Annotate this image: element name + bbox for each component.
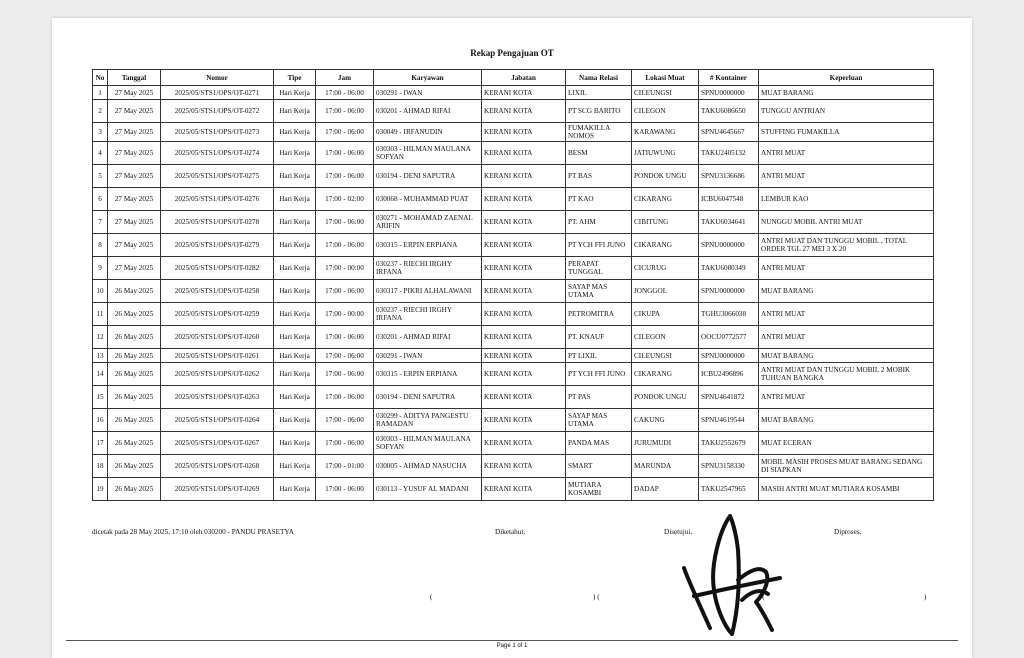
table-row [93, 211, 934, 234]
table-cell: SPNU0000000 [699, 86, 759, 100]
table-cell: 3 [93, 123, 108, 142]
table-cell: PANDA MAS [566, 432, 632, 455]
table-cell: 17:00 - 06:00 [316, 386, 374, 409]
table-cell: MOBIL MASIH PROSES MUAT BARANG SEDANG DI SIAPKAN [759, 455, 934, 478]
column-header: Tanggal [108, 70, 161, 86]
table-cell: 17:00 - 06:00 [316, 86, 374, 100]
table-cell: ANTRI MUAT [759, 386, 934, 409]
table-cell: 030005 - AHMAD NASUCHA [374, 455, 482, 478]
table-cell: ANTRI MUAT [759, 303, 934, 326]
sign-mid-paren-2: ) ( [758, 593, 765, 601]
table-cell: 18 [93, 455, 108, 478]
table-cell: 27 May 2025 [108, 211, 161, 234]
table-cell: 2025/05/STS1/OPS/OT-0263 [161, 386, 274, 409]
table-row [93, 303, 934, 326]
table-cell: 030299 - ADITYA PANGESTU RAMADAN [374, 409, 482, 432]
table-cell: KERANI KOTA [482, 100, 566, 123]
table-cell: OOCU0772577 [699, 326, 759, 349]
table-cell: ICBU2496896 [699, 363, 759, 386]
table-cell: 030271 - MOHAMAD ZAENAL ARIFIN [374, 211, 482, 234]
table-cell: 2025/05/STS1/OPS/OT-0267 [161, 432, 274, 455]
table-cell: PONDOK UNGU [632, 165, 699, 188]
column-header: Nomor [161, 70, 274, 86]
table-cell: 17:00 - 06:00 [316, 478, 374, 501]
table-cell: MUAT BARANG [759, 280, 934, 303]
table-cell: Hari Kerja [274, 409, 316, 432]
table-cell: 9 [93, 257, 108, 280]
table-cell: 26 May 2025 [108, 478, 161, 501]
table-cell: 26 May 2025 [108, 432, 161, 455]
column-header: Nama Relasi [566, 70, 632, 86]
table-cell: PERAPAT TUNGGAL [566, 257, 632, 280]
table-row [93, 455, 934, 478]
sign-close-paren: ) [924, 593, 927, 601]
table-cell: TAKU6034641 [699, 211, 759, 234]
table-cell: 26 May 2025 [108, 326, 161, 349]
table-cell: SAYAP MAS UTAMA [566, 280, 632, 303]
table-cell: 27 May 2025 [108, 123, 161, 142]
table-cell: 2025/05/STS1/OPS/OT-0275 [161, 165, 274, 188]
table-cell: 17 [93, 432, 108, 455]
table-cell: 030113 - YUSUF AL MADANI [374, 478, 482, 501]
table-cell: 2025/05/STS1/OPS/OT-0260 [161, 326, 274, 349]
table-cell: KERANI KOTA [482, 349, 566, 363]
table-cell: KERANI KOTA [482, 326, 566, 349]
table-cell: 2025/05/STS1/OPS/OT-0264 [161, 409, 274, 432]
table-cell: KERANI KOTA [482, 188, 566, 211]
table-cell: 26 May 2025 [108, 280, 161, 303]
table-cell: 030201 - AHMAD RIFAI [374, 326, 482, 349]
table-row [93, 432, 934, 455]
table-row [93, 142, 934, 165]
table-cell: LEMBUR KAO [759, 188, 934, 211]
table-cell: JATIUWUNG [632, 142, 699, 165]
column-header: Lokasi Muat [632, 70, 699, 86]
table-cell: TAKU6086650 [699, 100, 759, 123]
table-row [93, 363, 934, 386]
table-cell: 19 [93, 478, 108, 501]
table-cell: 26 May 2025 [108, 303, 161, 326]
printed-note: dicetak pada 28 May 2025, 17:10 oleh 030200 - PANDU PRASETYA [92, 528, 294, 536]
table-cell: Hari Kerja [274, 257, 316, 280]
table-cell: ICBU6047548 [699, 188, 759, 211]
table-cell: Hari Kerja [274, 188, 316, 211]
table-cell: 26 May 2025 [108, 409, 161, 432]
table-cell: Hari Kerja [274, 234, 316, 257]
table-cell: KERANI KOTA [482, 303, 566, 326]
table-cell: 26 May 2025 [108, 349, 161, 363]
table-cell: 27 May 2025 [108, 234, 161, 257]
sign-mid-paren-1: ) ( [593, 593, 600, 601]
table-cell: MUAT BARANG [759, 349, 934, 363]
table-cell: PETROMITRA [566, 303, 632, 326]
table-cell: CICURUG [632, 257, 699, 280]
table-cell: 17:00 - 06:00 [316, 280, 374, 303]
table-cell: 12 [93, 326, 108, 349]
overtime-table [92, 69, 934, 501]
table-cell: CILEGON [632, 326, 699, 349]
table-cell: 27 May 2025 [108, 100, 161, 123]
table-cell: Hari Kerja [274, 123, 316, 142]
table-cell: MUAT ECERAN [759, 432, 934, 455]
table-cell: PT KAO [566, 188, 632, 211]
column-header: Karyawan [374, 70, 482, 86]
table-cell: 2025/05/STS1/OPS/OT-0276 [161, 188, 274, 211]
table-cell: KERANI KOTA [482, 386, 566, 409]
table-cell: 13 [93, 349, 108, 363]
sign-open-paren: ( [430, 593, 433, 601]
table-cell: 27 May 2025 [108, 142, 161, 165]
table-cell: 26 May 2025 [108, 386, 161, 409]
table-cell: TGHU3066038 [699, 303, 759, 326]
table-cell: SPNU4641872 [699, 386, 759, 409]
table-cell: 27 May 2025 [108, 257, 161, 280]
table-cell: 17:00 - 06:00 [316, 142, 374, 165]
table-cell: Hari Kerja [274, 280, 316, 303]
table-cell: PT LIXIL [566, 349, 632, 363]
report-page [52, 18, 972, 658]
table-cell: KERANI KOTA [482, 86, 566, 100]
table-cell: 17:00 - 06:00 [316, 326, 374, 349]
table-cell: SMART [566, 455, 632, 478]
table-cell: ANTRI MUAT [759, 142, 934, 165]
table-cell: CIBITUNG [632, 211, 699, 234]
table-cell: MUAT BARANG [759, 409, 934, 432]
table-cell: 2025/05/STS1/OPS/OT-0258 [161, 280, 274, 303]
table-cell: 17:00 - 00:00 [316, 257, 374, 280]
table-cell: SPNU3158330 [699, 455, 759, 478]
table-row [93, 257, 934, 280]
table-cell: Hari Kerja [274, 303, 316, 326]
table-cell: TAKU2405132 [699, 142, 759, 165]
table-cell: 17:00 - 06:00 [316, 123, 374, 142]
table-cell: Hari Kerja [274, 142, 316, 165]
table-cell: Hari Kerja [274, 165, 316, 188]
column-header: No [93, 70, 108, 86]
table-cell: KERANI KOTA [482, 478, 566, 501]
table-cell: TAKU6080349 [699, 257, 759, 280]
table-row [93, 100, 934, 123]
table-cell: SPNU4619544 [699, 409, 759, 432]
table-row [93, 386, 934, 409]
table-cell: 27 May 2025 [108, 165, 161, 188]
table-cell: 15 [93, 386, 108, 409]
table-cell: JONGGOL [632, 280, 699, 303]
table-cell: 4 [93, 142, 108, 165]
handwritten-signature-icon [680, 510, 790, 640]
table-row [93, 349, 934, 363]
table-cell: 2025/05/STS1/OPS/OT-0272 [161, 100, 274, 123]
table-cell: KERANI KOTA [482, 257, 566, 280]
table-cell: PONDOK UNGU [632, 386, 699, 409]
table-cell: 27 May 2025 [108, 188, 161, 211]
table-cell: ANTRI MUAT DAN TUNGGU MOBIL , TOTAL ORDER TGL 27 MEI 3 X 20 [759, 234, 934, 257]
table-row [93, 234, 934, 257]
table-row [93, 280, 934, 303]
table-row [93, 188, 934, 211]
table-cell: 17:00 - 01:00 [316, 455, 374, 478]
table-cell: 10 [93, 280, 108, 303]
table-cell: FUMAKILLA NOMOS [566, 123, 632, 142]
table-cell: 17:00 - 06:00 [316, 211, 374, 234]
table-header-row [93, 70, 934, 86]
table-cell: Hari Kerja [274, 363, 316, 386]
table-cell: SPNU0000000 [699, 234, 759, 257]
table-cell: 030303 - HILMAN MAULANA SOFYAN [374, 432, 482, 455]
table-cell: Hari Kerja [274, 432, 316, 455]
table-cell: Hari Kerja [274, 478, 316, 501]
table-cell: SAYAP MAS UTAMA [566, 409, 632, 432]
table-cell: 17:00 - 06:00 [316, 234, 374, 257]
table-cell: CIKARANG [632, 363, 699, 386]
table-cell: 17:00 - 06:00 [316, 165, 374, 188]
table-cell: STUFFING FUMAKILLA [759, 123, 934, 142]
table-cell: CIKARANG [632, 234, 699, 257]
table-cell: KERANI KOTA [482, 142, 566, 165]
table-row [93, 478, 934, 501]
table-cell: 030194 - DENI SAPUTRA [374, 165, 482, 188]
table-cell: DADAP [632, 478, 699, 501]
table-cell: ANTRI MUAT [759, 326, 934, 349]
table-cell: KERANI KOTA [482, 234, 566, 257]
table-cell: 2025/05/STS1/OPS/OT-0268 [161, 455, 274, 478]
table-cell: MARUNDA [632, 455, 699, 478]
column-header: Tipe [274, 70, 316, 86]
table-cell: 2025/05/STS1/OPS/OT-0262 [161, 363, 274, 386]
table-cell: 2 [93, 100, 108, 123]
table-cell: CILEGON [632, 100, 699, 123]
table-cell: KERANI KOTA [482, 211, 566, 234]
table-cell: 030068 - MUHAMMAD PUAT [374, 188, 482, 211]
table-cell: 2025/05/STS1/OPS/OT-0271 [161, 86, 274, 100]
diproses-label: Diproses, [834, 528, 862, 536]
table-cell: 26 May 2025 [108, 455, 161, 478]
table-cell: 030291 - IWAN [374, 86, 482, 100]
table-cell: KERANI KOTA [482, 432, 566, 455]
table-cell: 030049 - IRFANUDIN [374, 123, 482, 142]
table-cell: Hari Kerja [274, 455, 316, 478]
table-cell: 030237 - RIECHI IRGHY IRFANA [374, 257, 482, 280]
table-cell: PT SCG BARITO [566, 100, 632, 123]
table-cell: 2025/05/STS1/OPS/OT-0274 [161, 142, 274, 165]
table-cell: CIKARANG [632, 188, 699, 211]
table-cell: 17:00 - 02:00 [316, 188, 374, 211]
table-cell: 17:00 - 00:00 [316, 303, 374, 326]
table-cell: BESM [566, 142, 632, 165]
report-title: Rekap Pengajuan OT [470, 48, 554, 58]
table-cell: SPNU4645667 [699, 123, 759, 142]
table-cell: PT YCH FFI JUNO [566, 234, 632, 257]
table-cell: 17:00 - 06:00 [316, 100, 374, 123]
table-cell: 2025/05/STS1/OPS/OT-0259 [161, 303, 274, 326]
table-cell: 030315 - ERPIN ERPIANA [374, 234, 482, 257]
table-cell: 16 [93, 409, 108, 432]
disetujui-label: Disetujui, [664, 528, 693, 536]
table-cell: KERANI KOTA [482, 455, 566, 478]
table-cell: ANTRI MUAT DAN TUNGGU MOBIL 2 MOBIK TUHUAN BANGKA [759, 363, 934, 386]
table-cell: SPNU3136686 [699, 165, 759, 188]
table-cell: 11 [93, 303, 108, 326]
table-cell: 030317 - PIKRI ALHALAWANI [374, 280, 482, 303]
table-cell: ANTRI MUAT [759, 165, 934, 188]
table-cell: Hari Kerja [274, 100, 316, 123]
table-row [93, 165, 934, 188]
table-cell: Hari Kerja [274, 326, 316, 349]
table-cell: MUAT BARANG [759, 86, 934, 100]
table-cell: 2025/05/STS1/OPS/OT-0261 [161, 349, 274, 363]
table-cell: MUTIARA KOSAMBI [566, 478, 632, 501]
table-cell: CAKUNG [632, 409, 699, 432]
table-cell: 030237 - RIECHI IRGHY IRFANA [374, 303, 482, 326]
table-row [93, 86, 934, 100]
table-cell: PT PAS [566, 386, 632, 409]
table-cell: 27 May 2025 [108, 86, 161, 100]
table-cell: LIXIL [566, 86, 632, 100]
table-cell: 14 [93, 363, 108, 386]
table-cell: KERANI KOTA [482, 123, 566, 142]
table-cell: 8 [93, 234, 108, 257]
table-cell: NUNGGU MOBIL ANTRI MUAT [759, 211, 934, 234]
table-cell: 2025/05/STS1/OPS/OT-0269 [161, 478, 274, 501]
table-cell: MASIH ANTRI MUAT MUTIARA KOSAMBI [759, 478, 934, 501]
table-row [93, 326, 934, 349]
table-row [93, 409, 934, 432]
table-cell: 17:00 - 06:00 [316, 409, 374, 432]
page-number: Page 1 of 1 [496, 643, 528, 649]
table-cell: KERANI KOTA [482, 280, 566, 303]
column-header: Keperluan [759, 70, 934, 86]
table-cell: 030201 - AHMAD RIFAI [374, 100, 482, 123]
table-cell: 030291 - IWAN [374, 349, 482, 363]
table-cell: 2025/05/STS1/OPS/OT-0278 [161, 211, 274, 234]
table-cell: SPNU0000000 [699, 280, 759, 303]
table-cell: 17:00 - 06:00 [316, 363, 374, 386]
table-cell: PT YCH FFI JUNO [566, 363, 632, 386]
table-cell: CIKUPA [632, 303, 699, 326]
table-cell: 1 [93, 86, 108, 100]
table-body [93, 86, 934, 501]
table-cell: Hari Kerja [274, 349, 316, 363]
table-cell: JURUMUDI [632, 432, 699, 455]
table-cell: Hari Kerja [274, 386, 316, 409]
table-cell: KARAWANG [632, 123, 699, 142]
table-cell: KERANI KOTA [482, 409, 566, 432]
table-cell: PT. KNAUF [566, 326, 632, 349]
table-cell: PT. AHM [566, 211, 632, 234]
column-header: # Kontainer [699, 70, 759, 86]
table-cell: CILEUNGSI [632, 349, 699, 363]
table-cell: ANTRI MUAT [759, 257, 934, 280]
table-cell: Hari Kerja [274, 211, 316, 234]
column-header: Jabatan [482, 70, 566, 86]
table-cell: KERANI KOTA [482, 165, 566, 188]
table-cell: TAKU2552679 [699, 432, 759, 455]
table-cell: 26 May 2025 [108, 363, 161, 386]
table-cell: 030315 - ERPIN ERPIANA [374, 363, 482, 386]
column-header: Jam [316, 70, 374, 86]
table-cell: PT BAS [566, 165, 632, 188]
table-cell: 030194 - DENI SAPUTRA [374, 386, 482, 409]
table-cell: Hari Kerja [274, 86, 316, 100]
table-cell: 5 [93, 165, 108, 188]
table-cell: 030303 - HILMAN MAULANA SOFYAN [374, 142, 482, 165]
table-cell: 2025/05/STS1/OPS/OT-0279 [161, 234, 274, 257]
table-cell: KERANI KOTA [482, 363, 566, 386]
table-cell: CILEUNGSI [632, 86, 699, 100]
table-row [93, 123, 934, 142]
table-cell: SPNU0000000 [699, 349, 759, 363]
footer-divider [66, 640, 958, 641]
table-cell: 2025/05/STS1/OPS/OT-0282 [161, 257, 274, 280]
table-cell: 7 [93, 211, 108, 234]
table-cell: 17:00 - 06:00 [316, 432, 374, 455]
table-cell: 17:00 - 06:00 [316, 349, 374, 363]
table-cell: 2025/05/STS1/OPS/OT-0273 [161, 123, 274, 142]
table-cell: TAKU2547965 [699, 478, 759, 501]
diketahui-label: Diketahui, [495, 528, 526, 536]
table-cell: TUNGGU ANTRIAN [759, 100, 934, 123]
table-cell: 6 [93, 188, 108, 211]
